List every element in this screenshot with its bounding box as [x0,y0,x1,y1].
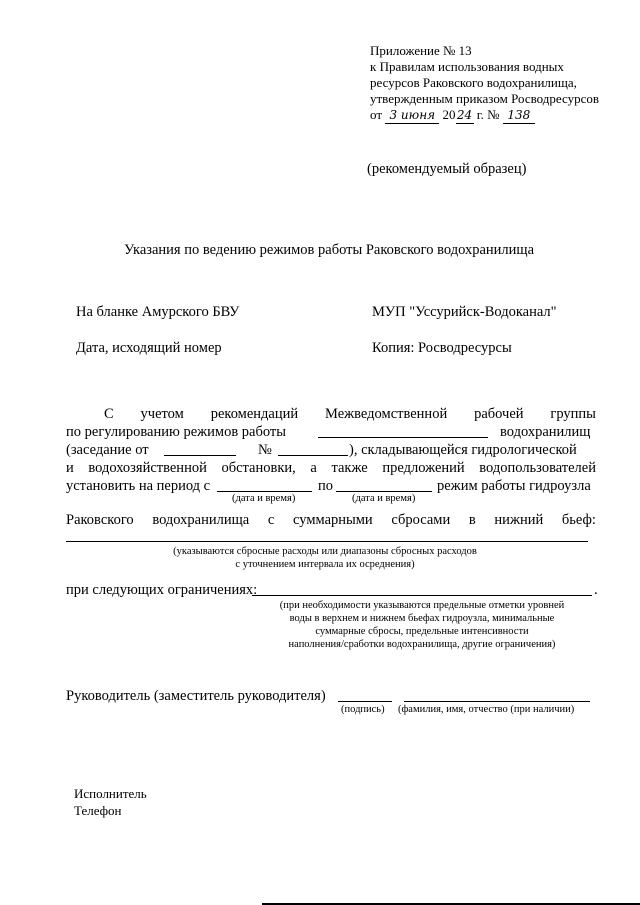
signature-blank[interactable] [338,701,392,702]
end-date-caption: (дата и время) [352,493,416,504]
body-line-2: по регулированию режимов работы [66,424,287,440]
appendix-line: утвержденным приказом Росводресурсов [370,91,599,106]
appendix-line: к Правилам использования водных [370,59,564,74]
start-date-caption: (дата и время) [232,493,296,504]
restrictions-period: . [594,582,598,598]
body-line-5a: установить на период с [66,478,211,494]
date-prefix: от [370,107,383,122]
body-line-4: и водохозяйственной обстановки, а также предложений водопользователей [66,460,596,476]
meeting-number-blank[interactable] [278,455,348,456]
body-line-5c: режим работы гидроузла [437,478,591,494]
full-name-blank[interactable] [404,701,590,702]
recipient: МУП "Уссурийск-Водоканал" [372,304,557,320]
date-handwritten: 3 июня [385,107,439,124]
restrictions-label: при следующих ограничениях: [66,582,258,598]
appendix-date-line [370,107,599,124]
body-line-2-end: водохранилищ [500,424,591,440]
number-handwritten: 138 [503,107,535,124]
signature-label: Руководитель (заместитель руководителя) [66,688,326,704]
recommended-label: (рекомендуемый образец) [367,161,527,177]
body-line-3c: ), складывающейся гидрологической [349,442,577,458]
meeting-date-blank[interactable] [164,455,236,456]
body-line-6: Раковского водохранилища с суммарными сбросами в нижний бьеф: [66,512,596,528]
working-group-blank[interactable] [318,437,488,438]
appendix-block [370,43,599,124]
body-line-3a: (заседание от [66,442,149,458]
signature-caption: (подпись) [341,704,385,715]
sender-blank: На бланке Амурского БВУ [76,304,240,320]
body-line-1: С учетом рекомендаций Межведомственной рабочей группы [104,406,596,422]
restrictions-note: (при необходимости указываются предельные отметки уровней воды в верхнем и нижнем бьефах гидроузла, минимальные суммарные сбросы, предельные интенсивности наполнения/сработки водохранилища, другие ограничения) [279,600,565,650]
year-handwritten: 24 [456,108,473,122]
year-prefix: 20 [442,107,456,122]
document-title: Указания по ведению режимов работы Раковского водохранилища [124,242,535,258]
copy-recipient: Копия: Росводресурсы [372,340,512,356]
appendix-line: ресурсов Раковского водохранилища, [370,75,577,90]
phone-label: Телефон [74,803,122,818]
number-label: г. № [476,107,500,122]
restrictions-blank[interactable] [252,595,592,596]
appendix-title: Приложение № 13 [370,43,472,58]
discharge-blank[interactable] [66,541,588,542]
date-outgoing-number: Дата, исходящий номер [76,340,222,356]
full-name-caption: (фамилия, имя, отчество (при наличии) [398,704,575,715]
body-line-3b: № [258,442,272,458]
body-line-5b: по [318,478,334,494]
discharge-note: (указываются сбросные расходы или диапазоны сбросных расходов с уточнением интервала их осреднения) [173,546,477,570]
executor-label: Исполнитель [74,786,147,801]
